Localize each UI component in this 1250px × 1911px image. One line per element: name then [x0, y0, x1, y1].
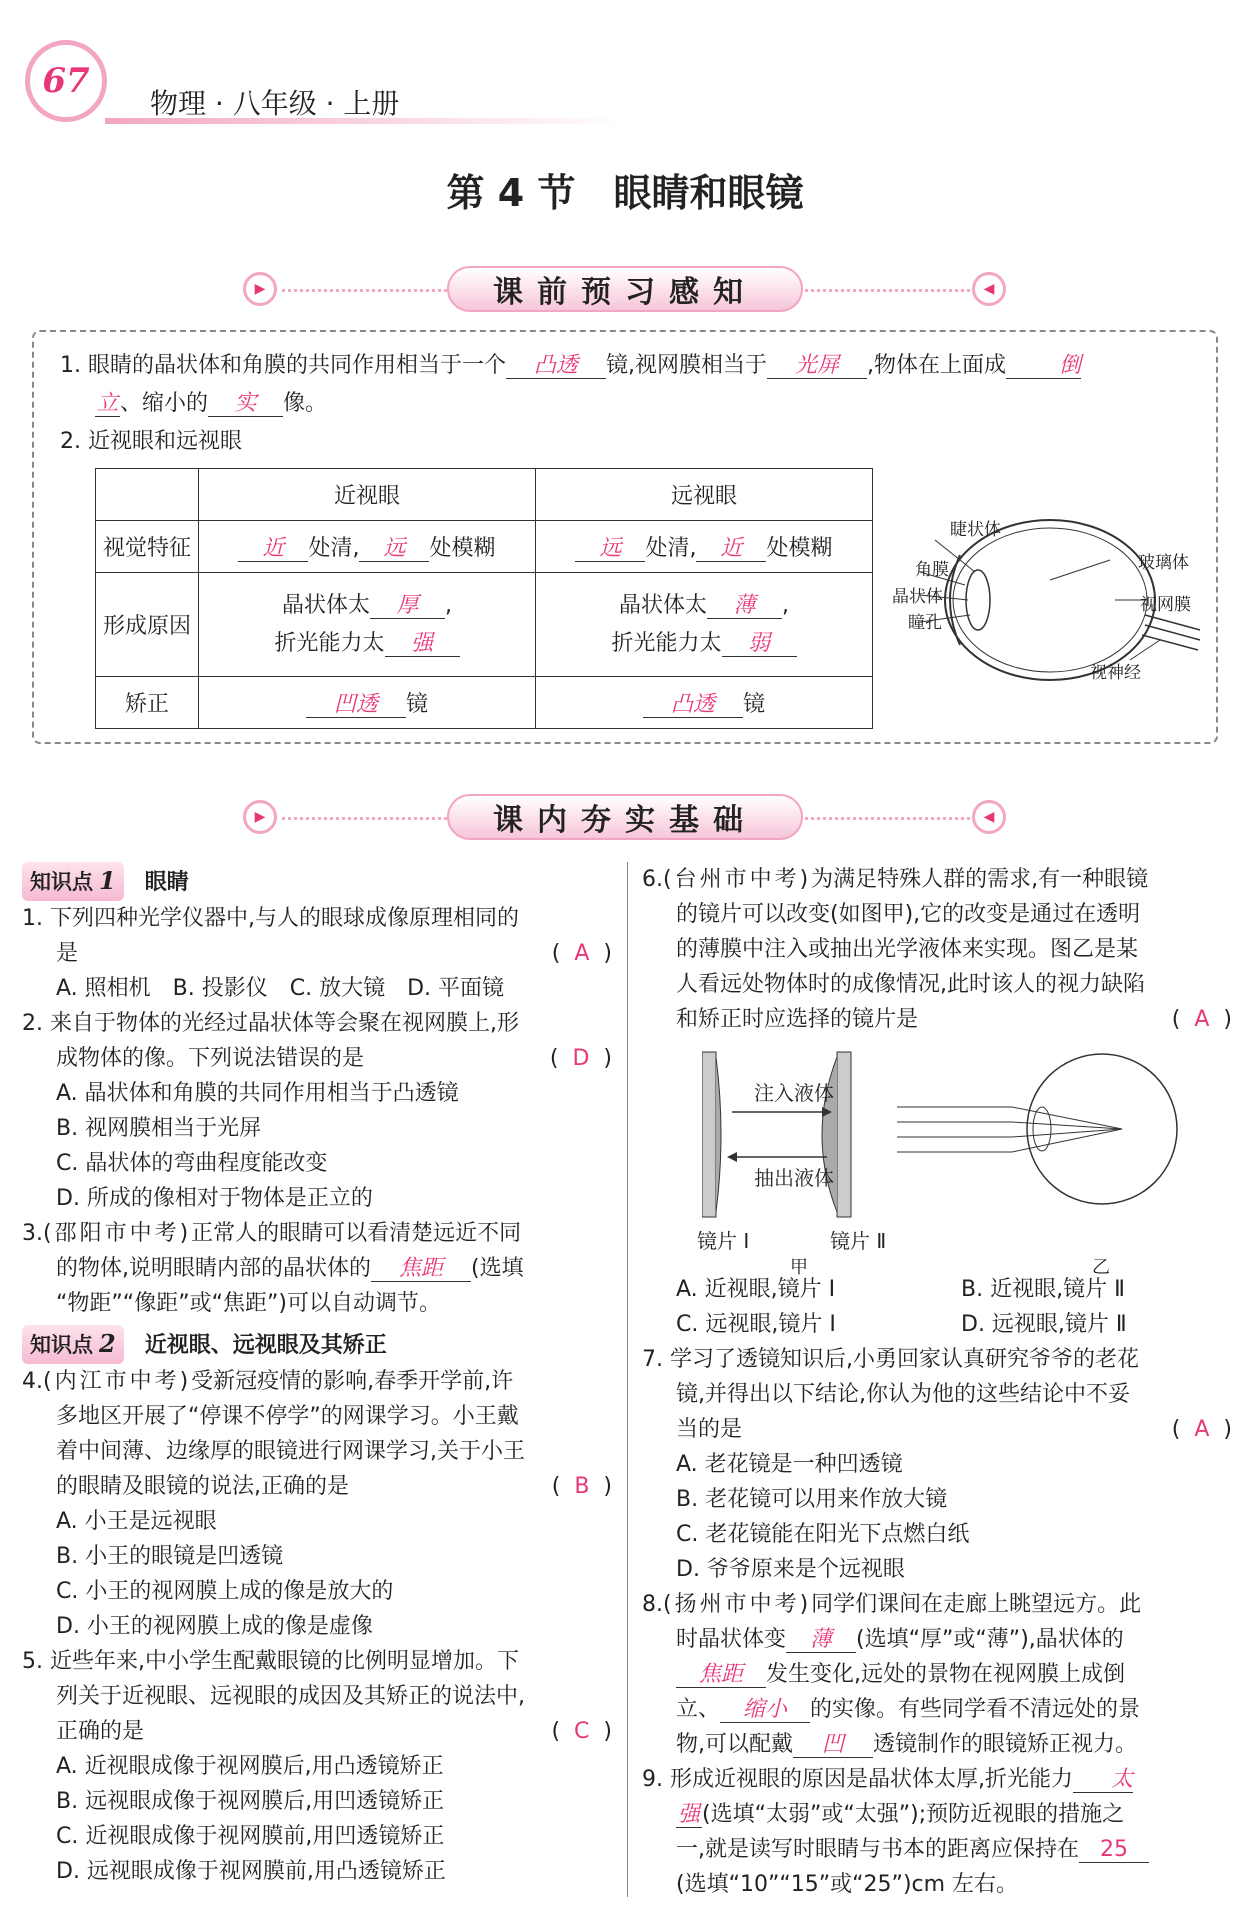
row-label-fix: 矫正: [96, 677, 199, 729]
fig-lens2-label: 镜片 Ⅱ: [830, 1229, 887, 1253]
page-number-badge: [25, 40, 107, 122]
cell-far-cause: 晶状体太 薄 , 折光能力太 弱: [536, 573, 873, 677]
question-2: 2. 来自于物体的光经过晶状体等会聚在视网膜上,形 成物体的像。下列说法错误的是 ( D ) A. 晶状体和角膜的共同作用相当于凸透镜 B. 视网膜相当于光屏 C. 晶状体的弯曲程度能改变 D. 所成的像相对于物体是正立的: [22, 1011, 612, 1211]
answer-screen: 光屏: [767, 354, 867, 379]
banner-right-icon: ◀: [972, 272, 1006, 306]
knowledge-point-2: 知识点 2 近视眼、远视眼及其矫正: [22, 1325, 612, 1364]
knowledge-point-1: 知识点 1 眼睛: [22, 862, 612, 901]
eye-comparison-table: [95, 468, 873, 729]
row-label-visual: 视觉特征: [96, 521, 199, 573]
right-column: [642, 862, 1232, 1902]
banner-left-icon: ▶: [243, 272, 277, 306]
banner-dots-right: [805, 289, 970, 292]
banner2-right-icon: ◀: [972, 800, 1006, 834]
lens-figure: [642, 1037, 1232, 1278]
table-header-near: 近视眼: [199, 469, 536, 521]
label-lens: 晶状体: [892, 587, 943, 607]
question-1: 1. 下列四种光学仪器中,与人的眼球成像原理相同的 是 ( A ) A. 照相机 B. 投影仪 C. 放大镜 D. 平面镜: [22, 906, 612, 1001]
page-number: 67: [42, 61, 90, 101]
question-5: 5. 近些年来,中小学生配戴眼镜的比例明显增加。下 列关于近视眼、远视眼的成因及其矫正的说法中, 正确的是 ( C ) A. 近视眼成像于视网膜后,用凸透镜矫正 B. 远视眼成像于视网膜后,用凹透镜矫正 C. 近视眼成像于视网膜前,用凹透镜矫正 D. 远视眼成像于视网膜前,用凸透镜矫正: [22, 1649, 612, 1884]
label-nerve: 视神经: [1090, 663, 1141, 683]
basic-banner-text: 课内夯实基础: [493, 803, 757, 838]
label-retina: 视网膜: [1140, 595, 1191, 615]
question-3: 3.(邵阳市中考)正常人的眼睛可以看清楚远近不同 的物体,说明眼睛内部的晶状体的 焦距 (选填 “物距”“像距”或“焦距”)可以自动调节。: [22, 1221, 524, 1316]
label-cornea: 角膜: [915, 560, 949, 580]
label-pupil: 瞳孔: [908, 613, 942, 633]
preview-q1-line2: 立、缩小的 实 像。: [96, 391, 328, 416]
cell-near-fix: 凹透 镜: [199, 677, 536, 729]
basic-banner: [447, 794, 803, 840]
label-ciliary: 睫状体: [950, 520, 1001, 540]
fig-lens1-label: 镜片 Ⅰ: [697, 1229, 750, 1253]
table-header-far: 远视眼: [536, 469, 873, 521]
cell-near-cause: 晶状体太 厚 , 折光能力太 强: [199, 573, 536, 677]
question-8: 8.(扬州市中考)同学们课间在走廊上眺望远方。此 时晶状体变 薄 (选填“厚”或“薄”),晶状体的 焦距 发生变化,远处的景物在视网膜上成倒 立、 缩小 的实像。有些同学看不清远处的景 物,可以配戴 凹 透镜制作的眼镜矫正视力。: [642, 1592, 1142, 1757]
answer-convex: 凸透: [506, 354, 606, 379]
answer-inverted-a: 倒: [1006, 354, 1081, 379]
question-4: 4.(内江市中考)受新冠疫情的影响,春季开学前,许 多地区开展了“停课不停学”的网课学习。小王戴 着中间薄、边缘厚的眼镜进行网课学习,关于小王 的眼睛及眼镜的说法,正确的是 ( B ) A. 小王是远视眼 B. 小王的眼镜是凹透镜 C. 小王的视网膜上成的像是放大的 D. 小王的视网膜上成的像是虚像: [22, 1369, 612, 1639]
table-corner: [96, 469, 199, 521]
preview-banner-text: 课前预习感知: [493, 275, 757, 310]
cell-far-visual: 远 处清, 近 处模糊: [536, 521, 873, 573]
label-vitreous: 玻璃体: [1138, 553, 1189, 573]
preview-q2: 2. 近视眼和远视眼: [60, 429, 243, 454]
question-6-options: A. 近视眼,镜片 Ⅰ B. 近视眼,镜片 Ⅱ C. 远视眼,镜片 Ⅰ D. 远视眼,镜片 Ⅱ: [676, 1277, 1127, 1337]
question-6: 6.(台州市中考)为满足特殊人群的需求,有一种眼镜 的镜片可以改变(如图甲),它的改变是通过在透明 的薄膜中注入或抽出光学液体来实现。图乙是某 人看远处物体时的成像情况,此时该人的视力缺陷 和矫正时应选择的镜片是 ( A ): [642, 867, 1232, 1032]
lens-figure-svg: [702, 1047, 1222, 1227]
fig-inject-label: 注入液体: [754, 1081, 834, 1105]
answer-real: 实: [208, 392, 283, 417]
question-9: 9. 形成近视眼的原因是晶状体太厚,折光能力 太 强(选填“太弱”或“太强”);预防近视眼的措施之 一,就是读写时眼睛与书本的距离应保持在 25 (选填“10”“15”或“25”)cm 左右。: [642, 1762, 1232, 1902]
section-title: 第 4 节 眼睛和眼镜: [446, 171, 804, 215]
fig-a-label: 甲: [790, 1257, 808, 1278]
banner2-left-icon: ▶: [243, 800, 277, 834]
row-label-cause: 形成原因: [96, 573, 199, 677]
fig-b-label: 乙: [1092, 1257, 1110, 1278]
book-title: 物理 · 八年级 · 上册: [150, 87, 400, 120]
fig-extract-label: 抽出液体: [754, 1166, 834, 1190]
banner2-dots-left: [282, 817, 447, 820]
banner2-dots-right: [805, 817, 970, 820]
answer-inverted-b: 立: [96, 391, 119, 416]
preview-q1-line1: 1. 眼睛的晶状体和角膜的共同作用相当于一个 凸透 镜,视网膜相当于 光屏 ,物体在上面成 倒: [60, 353, 1082, 378]
question-7: 7. 学习了透镜知识后,小勇回家认真研究爷爷的老花 镜,并得出以下结论,你认为他的这些结论中不妥 当的是 ( A ) A. 老花镜是一种凹透镜 B. 老花镜可以用来作放大镜 C. 老花镜能在阳光下点燃白纸 D. 爷爷原来是个远视眼: [642, 1347, 1232, 1582]
cell-far-fix: 凸透 镜: [536, 677, 873, 729]
column-divider: [627, 862, 628, 1897]
left-column: [22, 862, 612, 1889]
cell-near-visual: 近 处清, 远 处模糊: [199, 521, 536, 573]
banner-dots-left: [282, 289, 447, 292]
preview-banner: [447, 266, 803, 312]
